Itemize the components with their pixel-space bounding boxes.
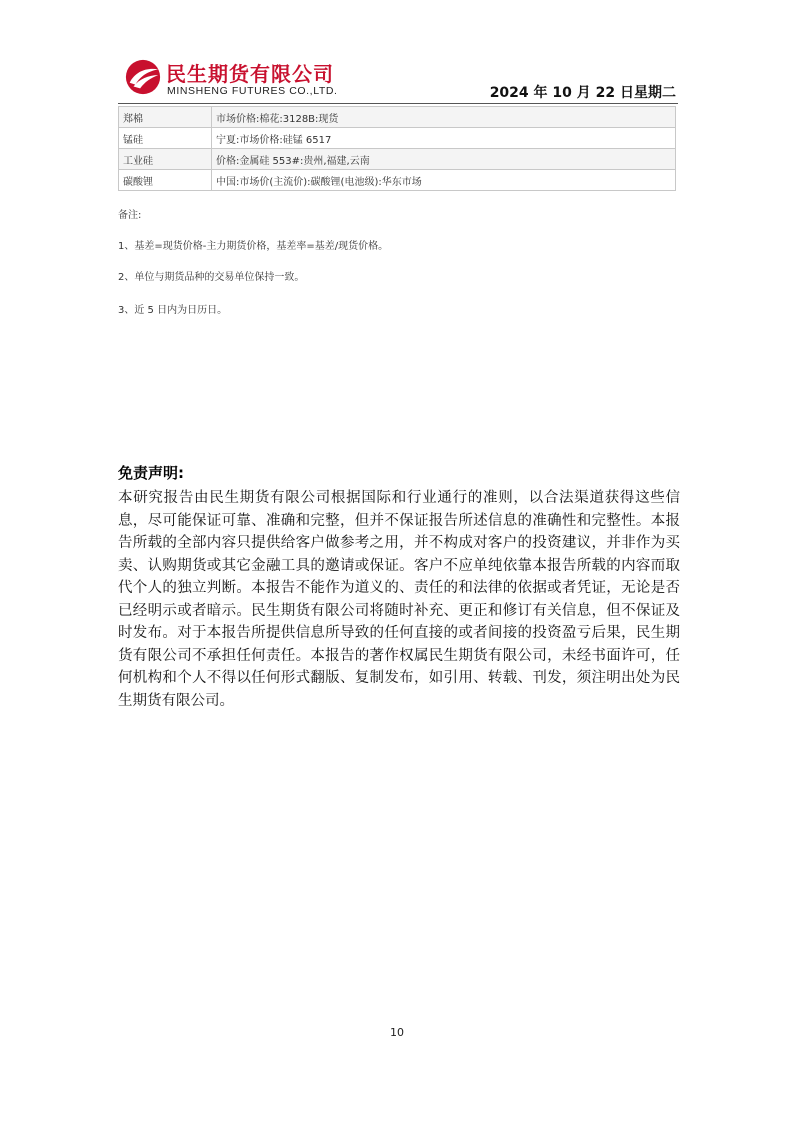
disclaimer-title: 免责声明: — [118, 464, 184, 482]
note-item: 3、近 5 日内为日历日。 — [118, 305, 228, 316]
table-row — [119, 149, 676, 170]
commodity-name: 碳酸锂 — [119, 170, 212, 191]
commodity-name: 郑棉 — [119, 107, 212, 128]
table-row — [119, 128, 676, 149]
notes-heading: 备注: — [118, 210, 142, 221]
company-logo — [124, 56, 364, 100]
disclaimer-section — [118, 462, 680, 712]
logo-swoosh-icon — [124, 58, 162, 96]
price-source: 价格:金属硅 553#:贵州,福建,云南 — [212, 149, 676, 170]
page-number: 10 — [390, 1026, 404, 1039]
commodity-name: 工业硅 — [119, 149, 212, 170]
note-item: 1、基差=现货价格-主力期货价格，基差率=基差/现货价格。 — [118, 241, 389, 252]
note-item: 2、单位与期货品种的交易单位保持一致。 — [118, 272, 305, 283]
logo-english-name: MINSHENG FUTURES CO.,LTD. — [167, 85, 338, 97]
page-header — [118, 52, 678, 104]
logo-chinese-name: 民生期货有限公司 — [166, 62, 334, 86]
price-source: 中国:市场价(主流价):碳酸锂(电池级):华东市场 — [212, 170, 676, 191]
header-divider — [118, 103, 678, 104]
table-row — [119, 107, 676, 128]
table-row — [119, 170, 676, 191]
commodity-name: 锰硅 — [119, 128, 212, 149]
disclaimer-body: 本研究报告由民生期货有限公司根据国际和行业通行的准则，以合法渠道获得这些信息，尽可能保证可靠、准确和完整，但并不保证报告所述信息的准确性和完整性。本报告所载的全部内容只提供给客户做参考之用，并不构成对客户的投资建议，并非作为买卖、认购期货或其它金融工具的邀请或保证。客户不应单纯依靠本报告所载的内容而取代个人的独立判断。本报告不能作为道义的、责任的和法律的依据或者凭证，无论是否已经明示或者暗示。民生期货有限公司将随时补充、更正和修订有关信息，但不保证及时发布。对于本报告所提供信息所导致的任何直接的或者间接的投资盈亏后果，民生期货有限公司不承担任何责任。本报告的著作权属民生期货有限公司，未经书面许可，任何机构和个人不得以任何形式翻版、复制发布，如引用、转载、刊发，须注明出处为民生期货有限公司。 — [118, 490, 680, 709]
price-source: 宁夏:市场价格:硅锰 6517 — [212, 128, 676, 149]
report-date: 2024 年 10 月 22 日星期二 — [489, 85, 676, 101]
price-source-table — [118, 106, 676, 191]
price-source: 市场价格:棉花:3128B:现货 — [212, 107, 676, 128]
